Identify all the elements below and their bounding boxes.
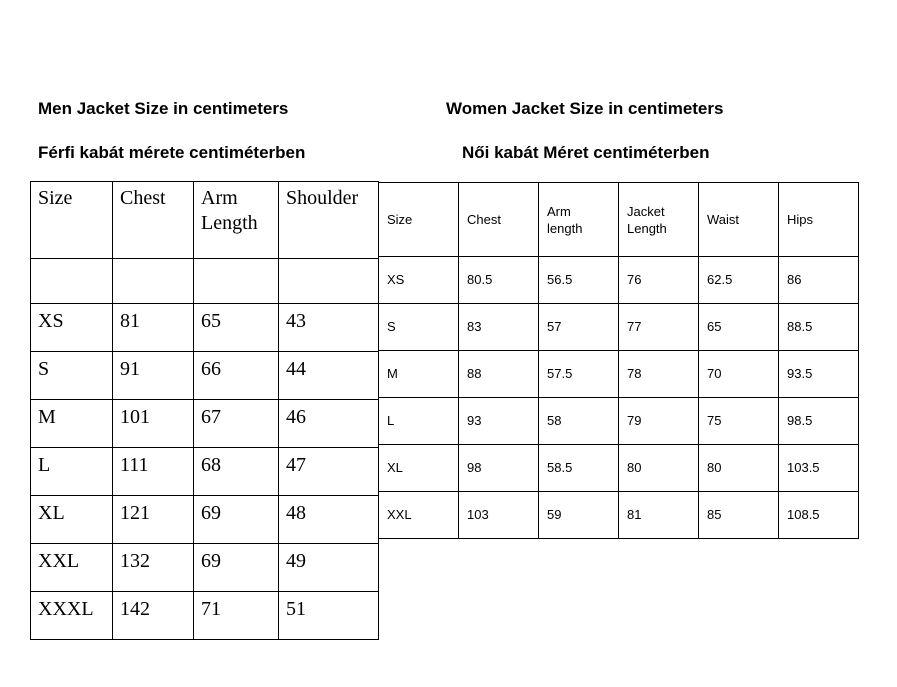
value-cell: 93.5 xyxy=(779,351,859,398)
table-row xyxy=(379,398,859,445)
table-row xyxy=(31,544,379,592)
value-cell: 103.5 xyxy=(779,445,859,492)
table-row xyxy=(31,352,379,400)
value-cell: 88.5 xyxy=(779,304,859,351)
value-cell: 101 xyxy=(113,400,194,448)
men-size-table xyxy=(30,181,379,640)
value-cell: 43 xyxy=(279,304,379,352)
value-cell: 66 xyxy=(194,352,279,400)
value-cell: 132 xyxy=(113,544,194,592)
table-row xyxy=(379,257,859,304)
size-cell: XXL xyxy=(31,544,113,592)
value-cell: 77 xyxy=(619,304,699,351)
value-cell: 103 xyxy=(459,492,539,539)
value-cell: 57.5 xyxy=(539,351,619,398)
value-cell: 111 xyxy=(113,448,194,496)
women-size-table xyxy=(378,182,859,539)
table-row xyxy=(379,351,859,398)
value-cell: 51 xyxy=(279,592,379,640)
empty-cell xyxy=(194,259,279,304)
column-header-arm-length: Arm length xyxy=(539,183,619,257)
men-table-title-hu: Férfi kabát mérete centiméterben xyxy=(38,143,306,162)
header-row xyxy=(31,182,379,259)
value-cell: 44 xyxy=(279,352,379,400)
size-cell: XXXL xyxy=(31,592,113,640)
value-cell: 86 xyxy=(779,257,859,304)
value-cell: 80.5 xyxy=(459,257,539,304)
empty-cell xyxy=(31,259,113,304)
value-cell: 65 xyxy=(699,304,779,351)
table-row xyxy=(31,592,379,640)
column-header-hips: Hips xyxy=(779,183,859,257)
value-cell: 80 xyxy=(699,445,779,492)
value-cell: 81 xyxy=(619,492,699,539)
value-cell: 121 xyxy=(113,496,194,544)
value-cell: 98.5 xyxy=(779,398,859,445)
column-header-jacket-length: Jacket Length xyxy=(619,183,699,257)
table-row xyxy=(31,496,379,544)
table-row xyxy=(379,445,859,492)
table-row xyxy=(379,492,859,539)
table-row xyxy=(379,304,859,351)
value-cell: 70 xyxy=(699,351,779,398)
column-header-size: Size xyxy=(31,182,113,259)
value-cell: 78 xyxy=(619,351,699,398)
size-cell: XL xyxy=(379,445,459,492)
size-cell: XL xyxy=(31,496,113,544)
value-cell: 76 xyxy=(619,257,699,304)
value-cell: 49 xyxy=(279,544,379,592)
size-cell: XXL xyxy=(379,492,459,539)
header-row xyxy=(379,183,859,257)
value-cell: 88 xyxy=(459,351,539,398)
value-cell: 56.5 xyxy=(539,257,619,304)
value-cell: 80 xyxy=(619,445,699,492)
value-cell: 81 xyxy=(113,304,194,352)
size-cell: L xyxy=(31,448,113,496)
value-cell: 67 xyxy=(194,400,279,448)
value-cell: 79 xyxy=(619,398,699,445)
column-header-size: Size xyxy=(379,183,459,257)
women-table-title-en: Women Jacket Size in centimeters xyxy=(446,99,724,118)
value-cell: 91 xyxy=(113,352,194,400)
empty-cell xyxy=(279,259,379,304)
table-row xyxy=(31,448,379,496)
size-cell: XS xyxy=(31,304,113,352)
women-table-title-hu: Női kabát Méret centiméterben xyxy=(462,143,710,162)
size-cell: L xyxy=(379,398,459,445)
size-cell: S xyxy=(379,304,459,351)
value-cell: 75 xyxy=(699,398,779,445)
size-cell: S xyxy=(31,352,113,400)
value-cell: 69 xyxy=(194,496,279,544)
value-cell: 58.5 xyxy=(539,445,619,492)
value-cell: 142 xyxy=(113,592,194,640)
value-cell: 46 xyxy=(279,400,379,448)
value-cell: 62.5 xyxy=(699,257,779,304)
table-row xyxy=(31,259,379,304)
column-header-chest: Chest xyxy=(459,183,539,257)
value-cell: 68 xyxy=(194,448,279,496)
men-table-title-en: Men Jacket Size in centimeters xyxy=(38,99,289,118)
size-cell: XS xyxy=(379,257,459,304)
column-header-shoulder: Shoulder xyxy=(279,182,379,259)
value-cell: 93 xyxy=(459,398,539,445)
column-header-arm-length: Arm Length xyxy=(194,182,279,259)
value-cell: 85 xyxy=(699,492,779,539)
value-cell: 59 xyxy=(539,492,619,539)
value-cell: 57 xyxy=(539,304,619,351)
column-header-chest: Chest xyxy=(113,182,194,259)
value-cell: 47 xyxy=(279,448,379,496)
value-cell: 108.5 xyxy=(779,492,859,539)
value-cell: 69 xyxy=(194,544,279,592)
size-cell: M xyxy=(379,351,459,398)
value-cell: 65 xyxy=(194,304,279,352)
size-cell: M xyxy=(31,400,113,448)
value-cell: 48 xyxy=(279,496,379,544)
column-header-waist: Waist xyxy=(699,183,779,257)
empty-cell xyxy=(113,259,194,304)
value-cell: 83 xyxy=(459,304,539,351)
table-row xyxy=(31,400,379,448)
value-cell: 98 xyxy=(459,445,539,492)
table-row xyxy=(31,304,379,352)
value-cell: 58 xyxy=(539,398,619,445)
value-cell: 71 xyxy=(194,592,279,640)
